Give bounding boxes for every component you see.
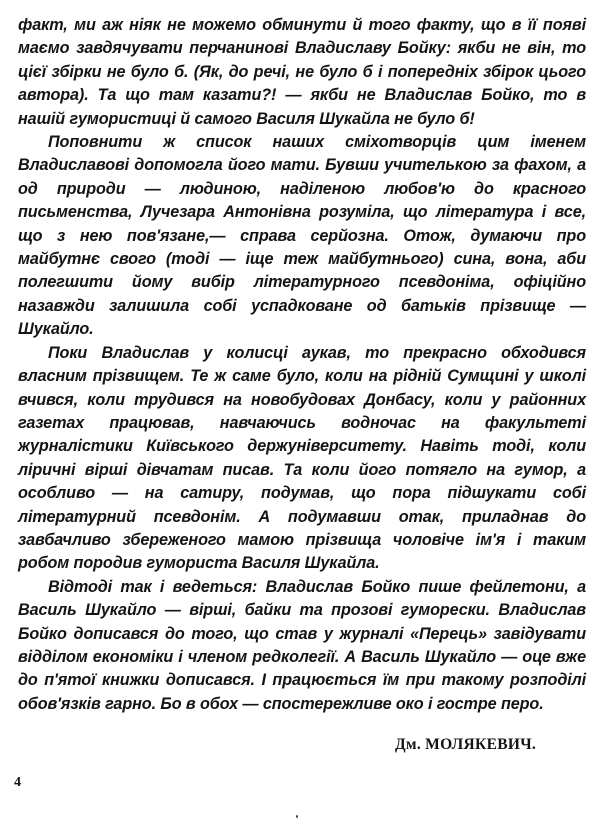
paragraph-1: факт, ми аж ніяк не можемо обминути й того факту, що в її появі маємо завдячувати перчанинові Владиславу Бойку: якби не він, то цієї збірки не було б. (Як, до речі, не було б і попередніх збірок цього автора). Та що там казати?! — якби не Владислав Бойко, то в нашій гумористиці й самого Василя Шукайла не було б! bbox=[18, 16, 586, 128]
scan-speck bbox=[296, 815, 298, 818]
author-signature: Дм. МОЛЯКЕВИЧ. bbox=[395, 736, 537, 753]
paragraph-4: Відтоді так і ведеться: Владислав Бойко пише фейлетони, а Василь Шукайло — вірші, байки та прозові гуморески. Владислав Бойко дописався до того, що став у журналі «Перець» завідувати відділом економіки і членом редколегії. А Василь Шукайло — оце вже до п'ятої книжки дописався. І працюється їм при такому розподілі обов'язків гарно. Бо в обох — спостережливе око і гостре перо. bbox=[18, 577, 586, 713]
page-number: 4 bbox=[14, 775, 21, 790]
paragraph-3: Поки Владислав у колисці аукав, то прекрасно обходився власним прізвищем. Те ж саме було, коли на рідній Сумщині у школі вчився, коли трудився на новобудовах Донбасу, коли у районних газетах працював, навчаючись водночас на факультеті журналістики Київського держуніверситету. Навіть тоді, коли ліричні вірші дівчатам писав. Та коли його потягло на гумор, а особливо — на сатиру, подумав, що пора підшукати собі літературний псевдонім. А подумавши отак, приладнав до завбачливо збереженого мамою прізвища чоловіче ім'я і таким робом породив гумориста Василя Шукайла. bbox=[18, 343, 586, 573]
body-text bbox=[18, 14, 586, 716]
paragraph-2: Поповнити ж список наших сміхотворців цим іменем Владиславові допомогла його мати. Бувши учителькою за фахом, а од природи — людиною, наділеною любов'ю до красного письменства, Лучезара Антонівна розуміла, що література і все, що з нею пов'язане,— справа серйозна. Отож, думаючи про майбутнє свого (тоді — іще теж майбутнього) сина, вона, аби полегшити йому вибір літературного псевдоніма, офіційно назавжди залишила собі успадковане од батьків прізвище — Шукайло. bbox=[18, 133, 586, 339]
